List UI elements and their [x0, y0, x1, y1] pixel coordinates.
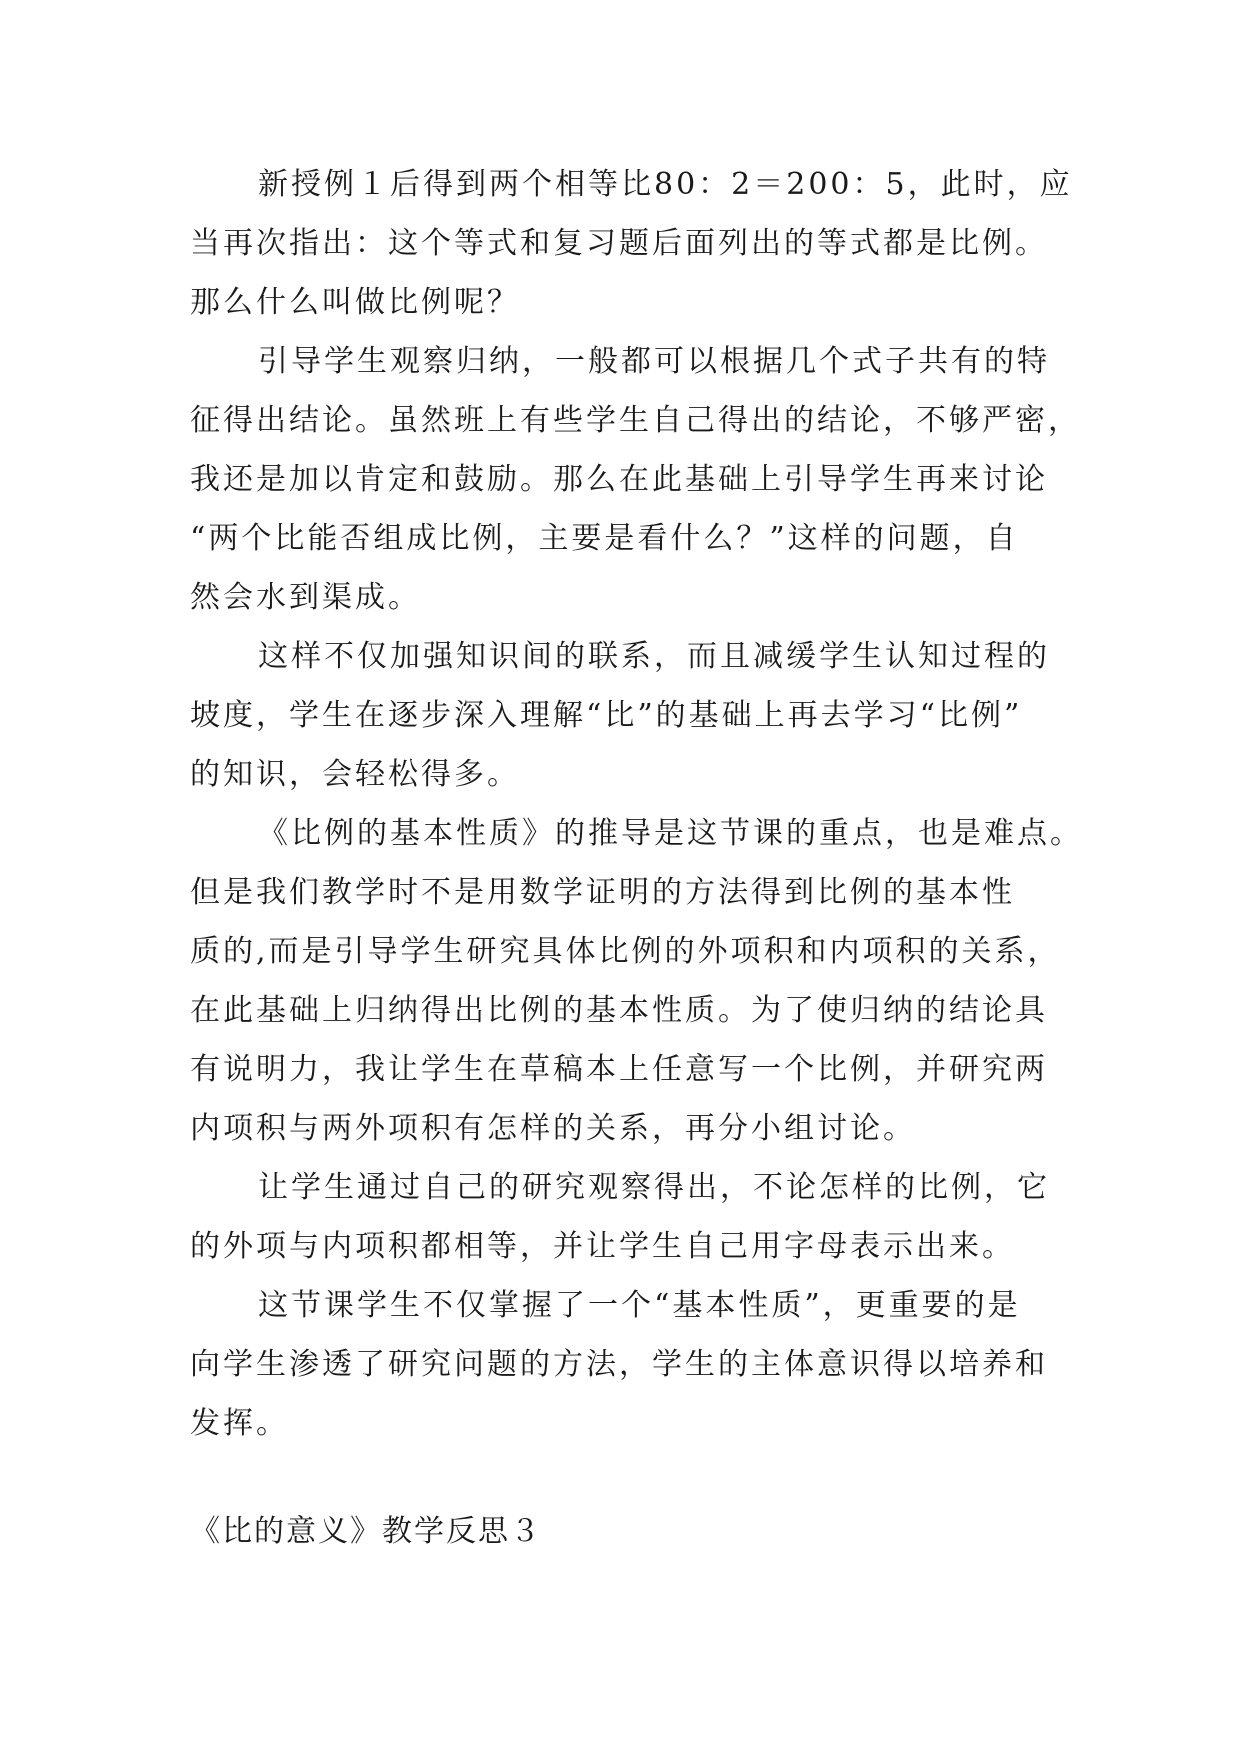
- paragraph-line: 在此基础上归纳得出比例的基本性质。为了使归纳的结论具: [190, 993, 1048, 1028]
- paragraph-line: 这样不仅加强知识间的联系，而且减缓学生认知过程的: [258, 639, 1050, 674]
- paragraph-line: 有说明力，我让学生在草稿本上任意写一个比例，并研究两: [190, 1052, 1048, 1087]
- paragraph-line: 引导学生观察归纳，一般都可以根据几个式子共有的特: [258, 344, 1050, 379]
- paragraph-line: 这节课学生不仅掌握了一个“基本性质”，更重要的是: [258, 1288, 1021, 1323]
- paragraph-line: 质的,而是引导学生研究具体比例的外项积和内项积的关系，: [190, 934, 1061, 969]
- paragraph-line: “两个比能否组成比例，主要是看什么？”这样的问题，自: [190, 521, 1019, 556]
- paragraph-line: 的知识，会轻松得多。: [190, 757, 520, 792]
- paragraph-line: 发挥。: [190, 1406, 289, 1441]
- paragraph-line: 内项积与两外项积有怎样的关系，再分小组讨论。: [190, 1111, 916, 1146]
- paragraph-line: 当再次指出：这个等式和复习题后面列出的等式都是比例。: [190, 226, 1048, 261]
- paragraph-line: 那么什么叫做比例呢？: [190, 285, 520, 320]
- paragraph-line: 我还是加以肯定和鼓励。那么在此基础上引导学生再来讨论: [190, 462, 1048, 497]
- paragraph-line: 《比例的基本性质》的推导是这节课的重点，也是难点。: [258, 816, 1083, 851]
- paragraph-line: 然会水到渠成。: [190, 580, 421, 615]
- paragraph-line: 让学生通过自己的研究观察得出，不论怎样的比例，它: [258, 1170, 1050, 1205]
- paragraph-line: 新授例１后得到两个相等比80：2＝200：5，此时，应: [258, 167, 1073, 202]
- paragraph-line: 征得出结论。虽然班上有些学生自己得出的结论，不够严密，: [190, 403, 1081, 438]
- paragraph-line: 坡度，学生在逐步深入理解“比”的基础上再去学习“比例”: [190, 698, 1023, 733]
- paragraph-line: 但是我们教学时不是用数学证明的方法得到比例的基本性: [190, 875, 1015, 910]
- section-heading: 《比的意义》教学反思３: [190, 1514, 542, 1549]
- paragraph-line: 的外项与内项积都相等，并让学生自己用字母表示出来。: [190, 1229, 1015, 1264]
- paragraph-line: 向学生渗透了研究问题的方法，学生的主体意识得以培养和: [190, 1347, 1048, 1382]
